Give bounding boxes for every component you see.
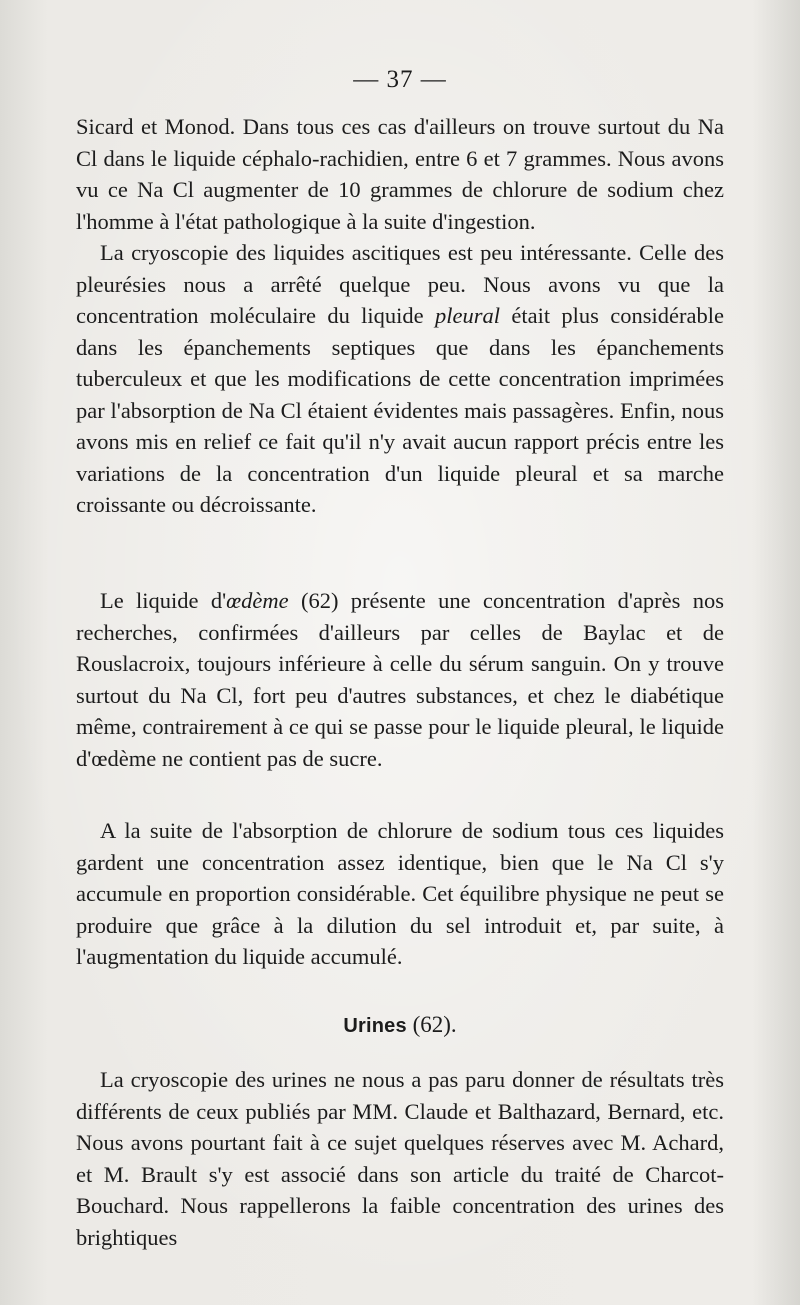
paragraph-text: La cryoscopie des liquides ascitiques est peu intéressante. Celle des pleurésies nous a arrêté quelque peu. Nous avons vu que la concentration moléculaire du liquide	[76, 240, 724, 328]
section-heading-title: Urines	[343, 1015, 407, 1037]
paragraph-absorption: A la suite de l'absorption de chlorure de sodium tous ces liquides gardent une concentration assez identique, bien que le Na Cl s'y accumule en proportion considérable. Cet équilibre physique ne peut se produire que grâce à la dilution du sel introduit et, par suite, à l'augmentation du liquide accumulé.	[76, 818, 724, 969]
text-block-oedeme	[76, 585, 724, 774]
text-block-absorption	[76, 815, 724, 973]
section-heading	[0, 1012, 800, 1038]
paragraph-text: Le liquide d'	[100, 588, 227, 613]
paragraph-continuation: Sicard et Monod. Dans tous ces cas d'ailleurs on trouve surtout du Na Cl dans le liquide céphalo-rachidien, entre 6 et 7 grammes. Nous avons vu ce Na Cl augmenter de 10 grammes de chlorure de sodium chez l'homme à l'état pathologique à la suite d'ingestion.	[76, 114, 724, 234]
paragraph-cryoscopie-liquides	[76, 237, 724, 521]
paragraph-text: était plus considérable dans les épanchements septiques que dans les épanchements tuberculeux et que les modifications de cette concentration imprimées par l'absorption de Na Cl étaient évidentes mais passagères. Enfin, nous avons mis en relief ce fait qu'il n'y avait aucun rapport précis entre les variations de la concentration d'un liquide pleural et sa marche croissante ou décroissante.	[76, 303, 724, 517]
paragraph-text: (62) présente une concentration d'après nos recherches, confirmées d'ailleurs par celles de Baylac et de Rouslacroix, toujours inférieure à celle du sérum sanguin. On y trouve surtout du Na Cl, fort peu d'autres substances, et chez le diabétique même, contrairement à ce qui se passe pour le liquide pleural, le liquide d'œdème ne contient pas de sucre.	[76, 588, 724, 771]
text-block-urines	[76, 1064, 724, 1253]
paragraph-cryoscopie-urines: La cryoscopie des urines ne nous a pas paru donner de résultats très différents de ceux publiés par MM. Claude et Balthazard, Bernard, etc. Nous avons pourtant fait à ce sujet quelques réserves avec M. Achard, et M. Brault s'y est associé dans son article du traité de Charcot-Bouchard. Nous rappellerons la faible concentration des urines des brightiques	[76, 1067, 724, 1250]
page-number: — 37 —	[353, 66, 447, 93]
section-heading-ref: (62).	[406, 1012, 457, 1037]
italic-term-pleural: pleural	[435, 303, 501, 328]
text-block-upper	[76, 111, 724, 521]
paragraph-liquide-oedeme	[76, 585, 724, 774]
italic-term-oedeme: œdème	[226, 588, 289, 613]
